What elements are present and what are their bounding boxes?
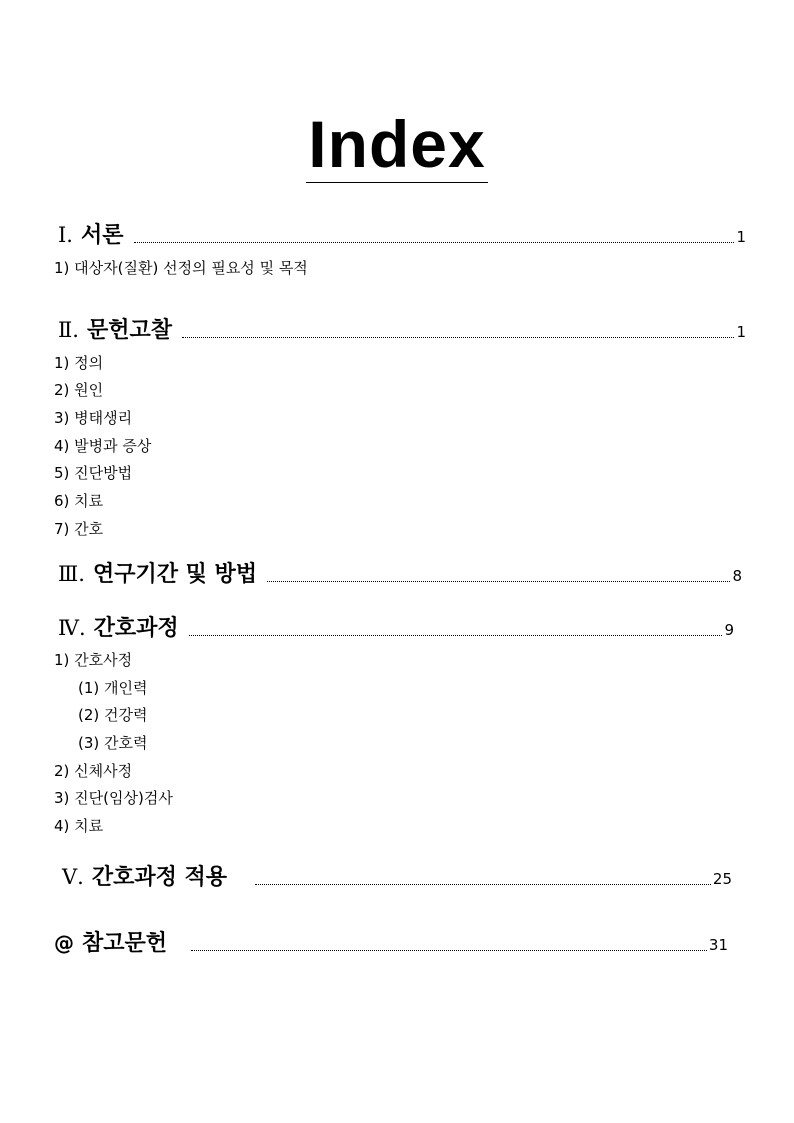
toc-item: 1) 간호사정	[54, 651, 133, 669]
page-number: 1	[736, 228, 746, 246]
toc-item: 7) 간호	[54, 520, 104, 538]
section-3	[58, 557, 742, 588]
section-title: 연구기간 및 방법	[92, 562, 258, 587]
section-title: 서론	[80, 223, 124, 248]
toc-item: 3) 병태생리	[54, 409, 133, 427]
toc-item: 3) 진단(임상)검사	[54, 789, 173, 807]
toc-item: 6) 치료	[54, 492, 104, 510]
section-title: 간호과정	[93, 616, 179, 641]
toc-item: 2) 신체사정	[54, 762, 133, 780]
toc-item: 1) 정의	[54, 354, 104, 372]
section-number: Ⅲ.	[58, 562, 85, 586]
section-4	[58, 611, 734, 642]
toc-item: 4) 발병과 증상	[54, 437, 152, 455]
section-title: 간호과정 적용	[91, 865, 228, 890]
section-number: Ⅴ.	[62, 865, 84, 889]
toc-item: 4) 치료	[54, 817, 104, 835]
section-number: Ⅱ.	[58, 318, 79, 342]
page-number: 31	[708, 936, 728, 954]
dot-leader	[255, 883, 711, 885]
page-number: 8	[732, 567, 742, 585]
toc-item: 5) 진단방법	[54, 464, 133, 482]
page-number: 25	[712, 870, 732, 888]
index-title-wrap	[0, 108, 794, 183]
dot-leader	[134, 241, 735, 243]
toc-item: 2) 원인	[54, 381, 104, 399]
section-2	[58, 313, 746, 344]
section-number: Ⅰ.	[58, 223, 73, 247]
toc-subitem: (2) 건강력	[78, 706, 148, 724]
dot-leader	[267, 580, 730, 582]
section-title: 참고문헌	[82, 931, 168, 956]
page-number: 9	[724, 621, 734, 639]
section-marker: @	[54, 931, 74, 955]
index-title: Index	[308, 107, 486, 181]
dot-leader	[189, 634, 723, 636]
toc-subitem: (3) 간호력	[78, 734, 148, 752]
section-references	[54, 926, 728, 957]
section-number: Ⅳ.	[58, 616, 86, 640]
section-5	[62, 860, 732, 891]
page-number: 1	[736, 323, 746, 341]
dot-leader	[191, 949, 707, 951]
toc-item: 1) 대상자(질환) 선정의 필요성 및 목적	[54, 259, 308, 277]
section-1	[58, 218, 746, 249]
toc-subitem: (1) 개인력	[78, 679, 148, 697]
dot-leader	[182, 336, 734, 338]
section-title: 문헌고찰	[86, 318, 172, 343]
